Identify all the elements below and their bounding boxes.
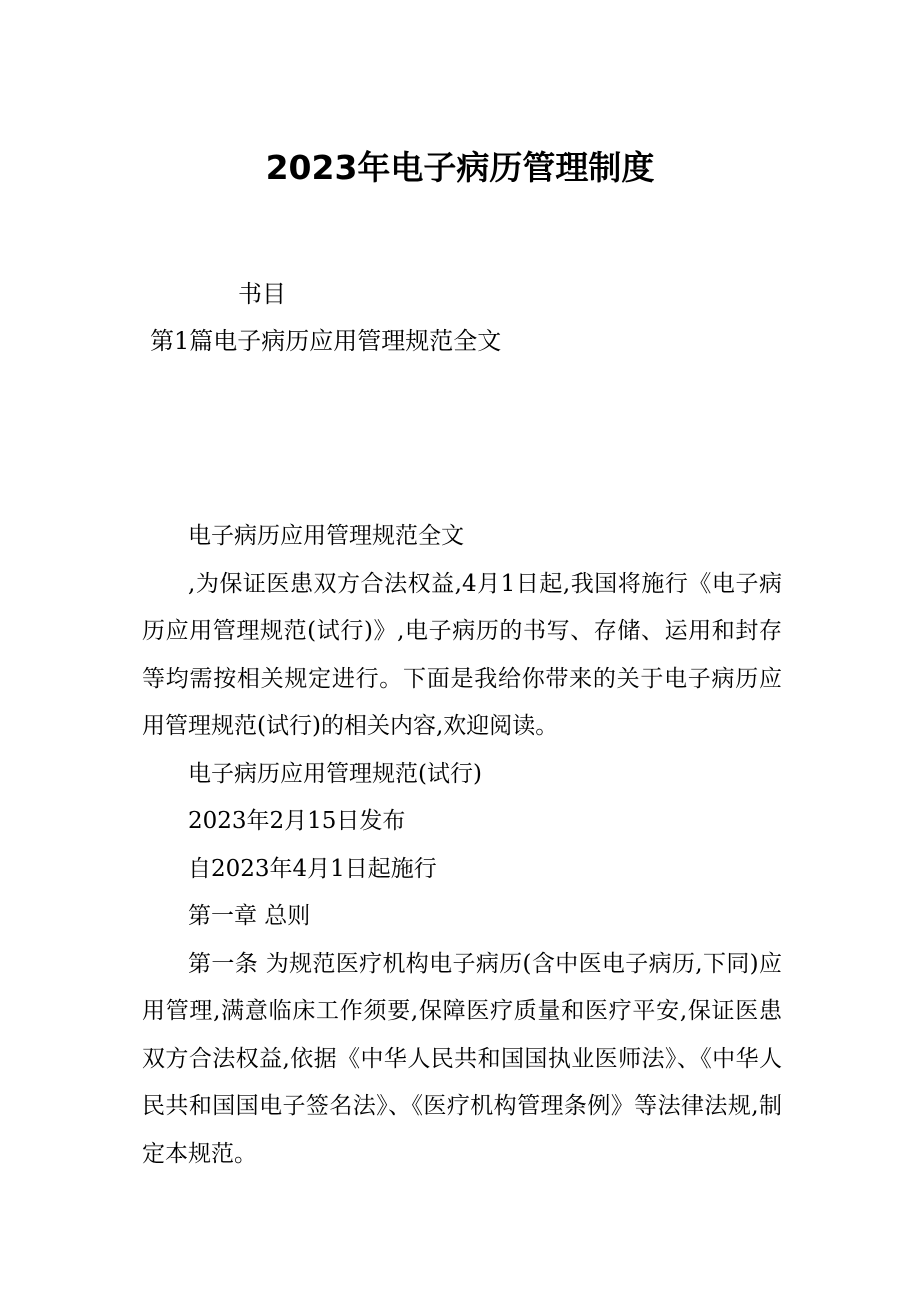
toc-entry: 第1篇电子病历应用管理规范全文 xyxy=(150,327,502,355)
release-date: 2023年2月15日发布 xyxy=(188,808,406,834)
article-paragraph: 第一条 为规范医疗机构电子病历(含中医电子病历,下同)应用管理,满意临床工作须要,保障医疗质量和医疗平安,保证医患双方合法权益,依据《中华人民共和国国执业医师法》、《中华人民共和国国电子签名法》、《医疗机构管理条例》等法律法规,制定本规范。 xyxy=(142,950,782,1167)
document-title: 2023年电子病历管理制度 xyxy=(265,148,655,187)
section-heading: 电子病历应用管理规范全文 xyxy=(188,523,464,549)
chapter-heading: 第一章 总则 xyxy=(188,903,311,929)
intro-paragraph: ,为保证医患双方合法权益,4月1日起,我国将施行《电子病历应用管理规范(试行)》,电子病历的书写、存储、运用和封存等均需按相关规定进行。下面是我给你带来的关于电子病历应用管理规范(试行)的相关内容,欢迎阅读。 xyxy=(142,570,782,739)
effective-date: 自2023年4月1日起施行 xyxy=(188,855,437,882)
document-body xyxy=(142,513,782,1178)
regulation-title: 电子病历应用管理规范(试行) xyxy=(188,760,482,787)
toc-heading: 书目 xyxy=(238,280,286,308)
